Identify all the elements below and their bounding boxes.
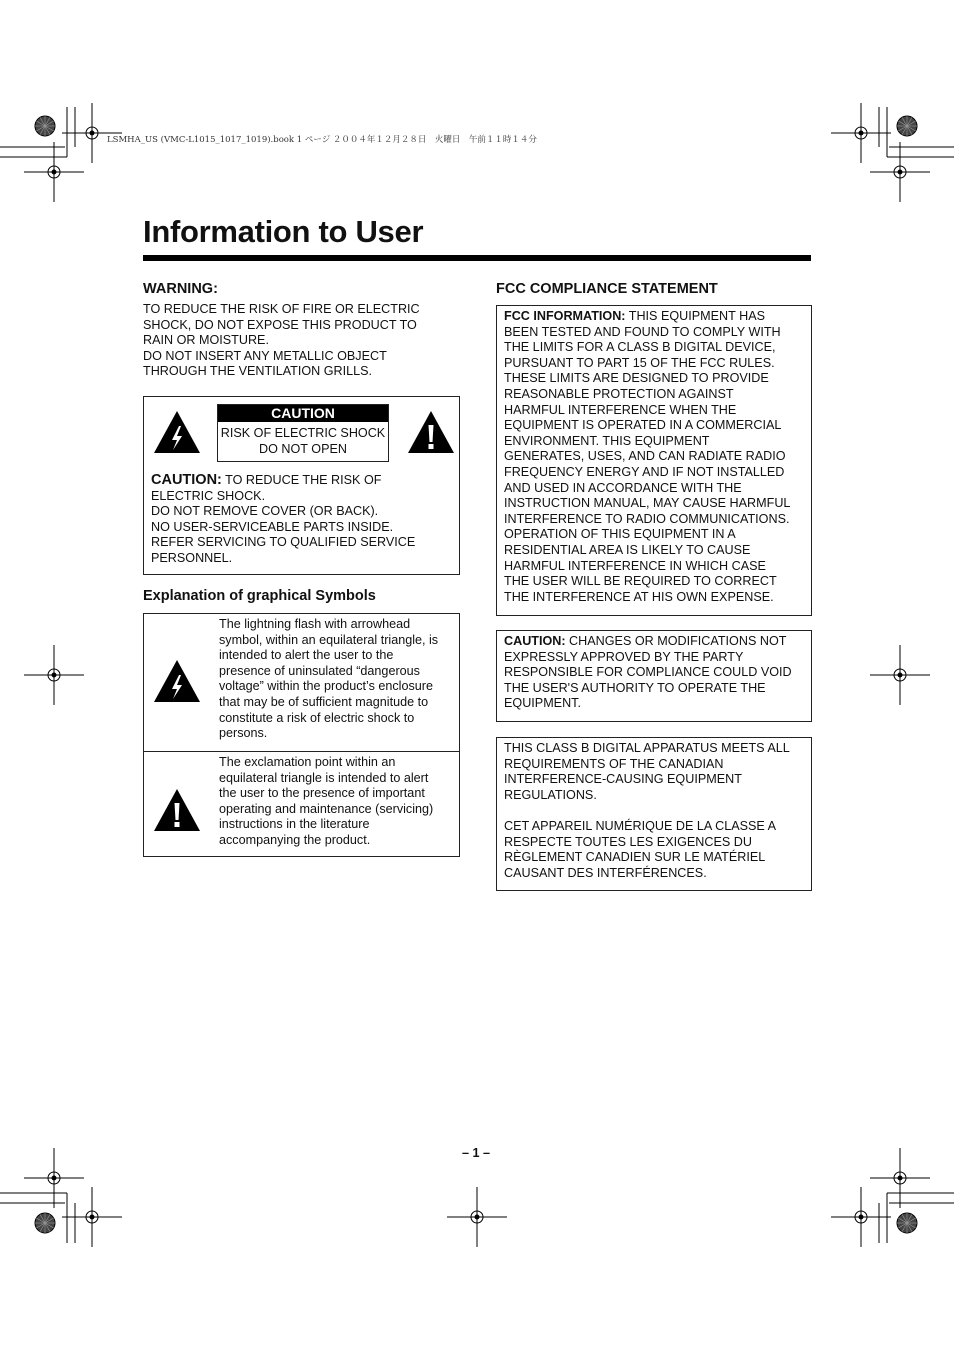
registration-target-icon [870, 142, 930, 202]
warning-line: SHOCK, DO NOT EXPOSE THIS PRODUCT TO [143, 317, 417, 332]
registration-target-icon [870, 1148, 930, 1208]
symbols-table [143, 613, 460, 857]
caution-banner-line: DO NOT OPEN [259, 441, 347, 456]
fcc-information-box: FCC INFORMATION: THIS EQUIPMENT HAS BEEN TESTED AND FOUND TO COMPLY WITH THE LIMITS FOR A CLASS B DIGITAL DEVICE, PURSUANT TO PART 15 OF THE FCC RULES. THESE LIMITS ARE DESIGNED TO PROVIDE REASONABLE PROTECTION AGAINST HARMFUL INTERFERENCE WHEN THE EQUIPMENT IS OPERATED IN A COMMERCIAL ENVIRONMENT. THIS EQUIPMENT GENERATES, USES, AND CAN RADIATE RADIO FREQUENCY ENERGY AND IF NOT INSTALLED AND USED IN ACCORDANCE WITH THE INSTRUCTION MANUAL, MAY CAUSE HARMFUL INTERFERENCE TO RADIO COMMUNICATIONS. OPERATION OF THIS EQUIPMENT IN A RESIDENTIAL AREA IS LIKELY TO CAUSE HARMFUL INTERFERENCE IN WHICH CASE THE USER WILL BE REQUIRED TO CORRECT THE INTERFERENCE AT HIS OWN EXPENSE. [496, 305, 812, 616]
caution-banner [217, 404, 389, 462]
fcc-caution-lead: CAUTION: [504, 634, 566, 648]
fcc-heading: FCC COMPLIANCE STATEMENT [496, 281, 718, 297]
file-info-line: LSMHA_US (VMC-L1015_1017_1019).book 1 ページ ２００４年１２月２８日 火曜日 午前１１時１４分 [107, 135, 537, 145]
lightning-triangle-icon [152, 409, 202, 455]
registration-target-icon [831, 103, 891, 163]
symbol-description: The lightning flash with arrowhead symbol, within an equilateral triangle, is intended to alert the user to the presence of uninsulated “dangerous voltage” within the product’s enclosure that may be of sufficient magnitude to constitute a risk of electric shock to persons. [219, 617, 439, 741]
warning-line: THROUGH THE VENTILATION GRILLS. [143, 364, 373, 379]
page-title: Information to User [143, 214, 424, 249]
caution-banner-title: CAUTION [218, 405, 388, 422]
color-target-icon [35, 116, 55, 136]
symbols-heading: Explanation of graphical Symbols [143, 588, 376, 604]
registration-target-icon [24, 1148, 84, 1208]
fcc-info-lead: FCC INFORMATION: [504, 309, 626, 323]
warning-line: TO REDUCE THE RISK OF FIRE OR ELECTRIC [143, 302, 420, 316]
registration-target-icon [24, 142, 84, 202]
symbol-description: The exclamation point within an equilateral triangle is intended to alert the user to the presence of important operating and maintenance (servicing) instructions in the literature accompanying the product. [219, 755, 434, 847]
caution-label-text: CAUTION: TO REDUCE THE RISK OF ELECTRIC SHOCK. DO NOT REMOVE COVER (OR BACK). NO USER-SERVICEABLE PARTS INSIDE. REFER SERVICING TO QUALIFIED SERVICE PERSONNEL. [151, 472, 416, 565]
warning-heading: WARNING: [143, 281, 218, 297]
registration-target-icon [870, 645, 930, 705]
table-row [144, 751, 459, 856]
caution-label-box [143, 396, 460, 575]
canada-compliance-box: THIS CLASS B DIGITAL APPARATUS MEETS ALL REQUIREMENTS OF THE CANADIAN INTERFERENCE-CAUSING EQUIPMENT REGULATIONS. CET APPAREIL NUMÉRIQUE DE LA CLASSE A RESPECTE TOUTES LES EXIGENCES DU RÈGLEMENT CANADIEN SUR LE MATÉRIEL CAUSANT DES INTERFÉRENCES. [496, 737, 812, 891]
title-rule [143, 255, 811, 261]
lightning-triangle-icon [152, 658, 202, 704]
exclamation-triangle-icon [406, 409, 456, 455]
color-target-icon [897, 1213, 917, 1233]
fcc-caution-box: CAUTION: CHANGES OR MODIFICATIONS NOT EXPRESSLY APPROVED BY THE PARTY RESPONSIBLE FOR COMPLIANCE COULD VOID THE USER'S AUTHORITY TO OPERATE THE EQUIPMENT. [496, 630, 812, 722]
caution-lead: CAUTION: [151, 472, 222, 488]
exclamation-triangle-icon [152, 787, 202, 833]
warning-line: DO NOT INSERT ANY METALLIC OBJECT [143, 348, 387, 363]
page-number: – 1 – [462, 1146, 491, 1160]
caution-banner-line: RISK OF ELECTRIC SHOCK [220, 426, 386, 440]
registration-target-icon [447, 1187, 507, 1247]
registration-target-icon [62, 1187, 122, 1247]
registration-target-icon [24, 645, 84, 705]
warning-text [143, 302, 453, 380]
table-row [144, 614, 459, 752]
color-target-icon [35, 1213, 55, 1233]
registration-target-icon [831, 1187, 891, 1247]
color-target-icon [897, 116, 917, 136]
warning-line: RAIN OR MOISTURE. [143, 333, 269, 348]
